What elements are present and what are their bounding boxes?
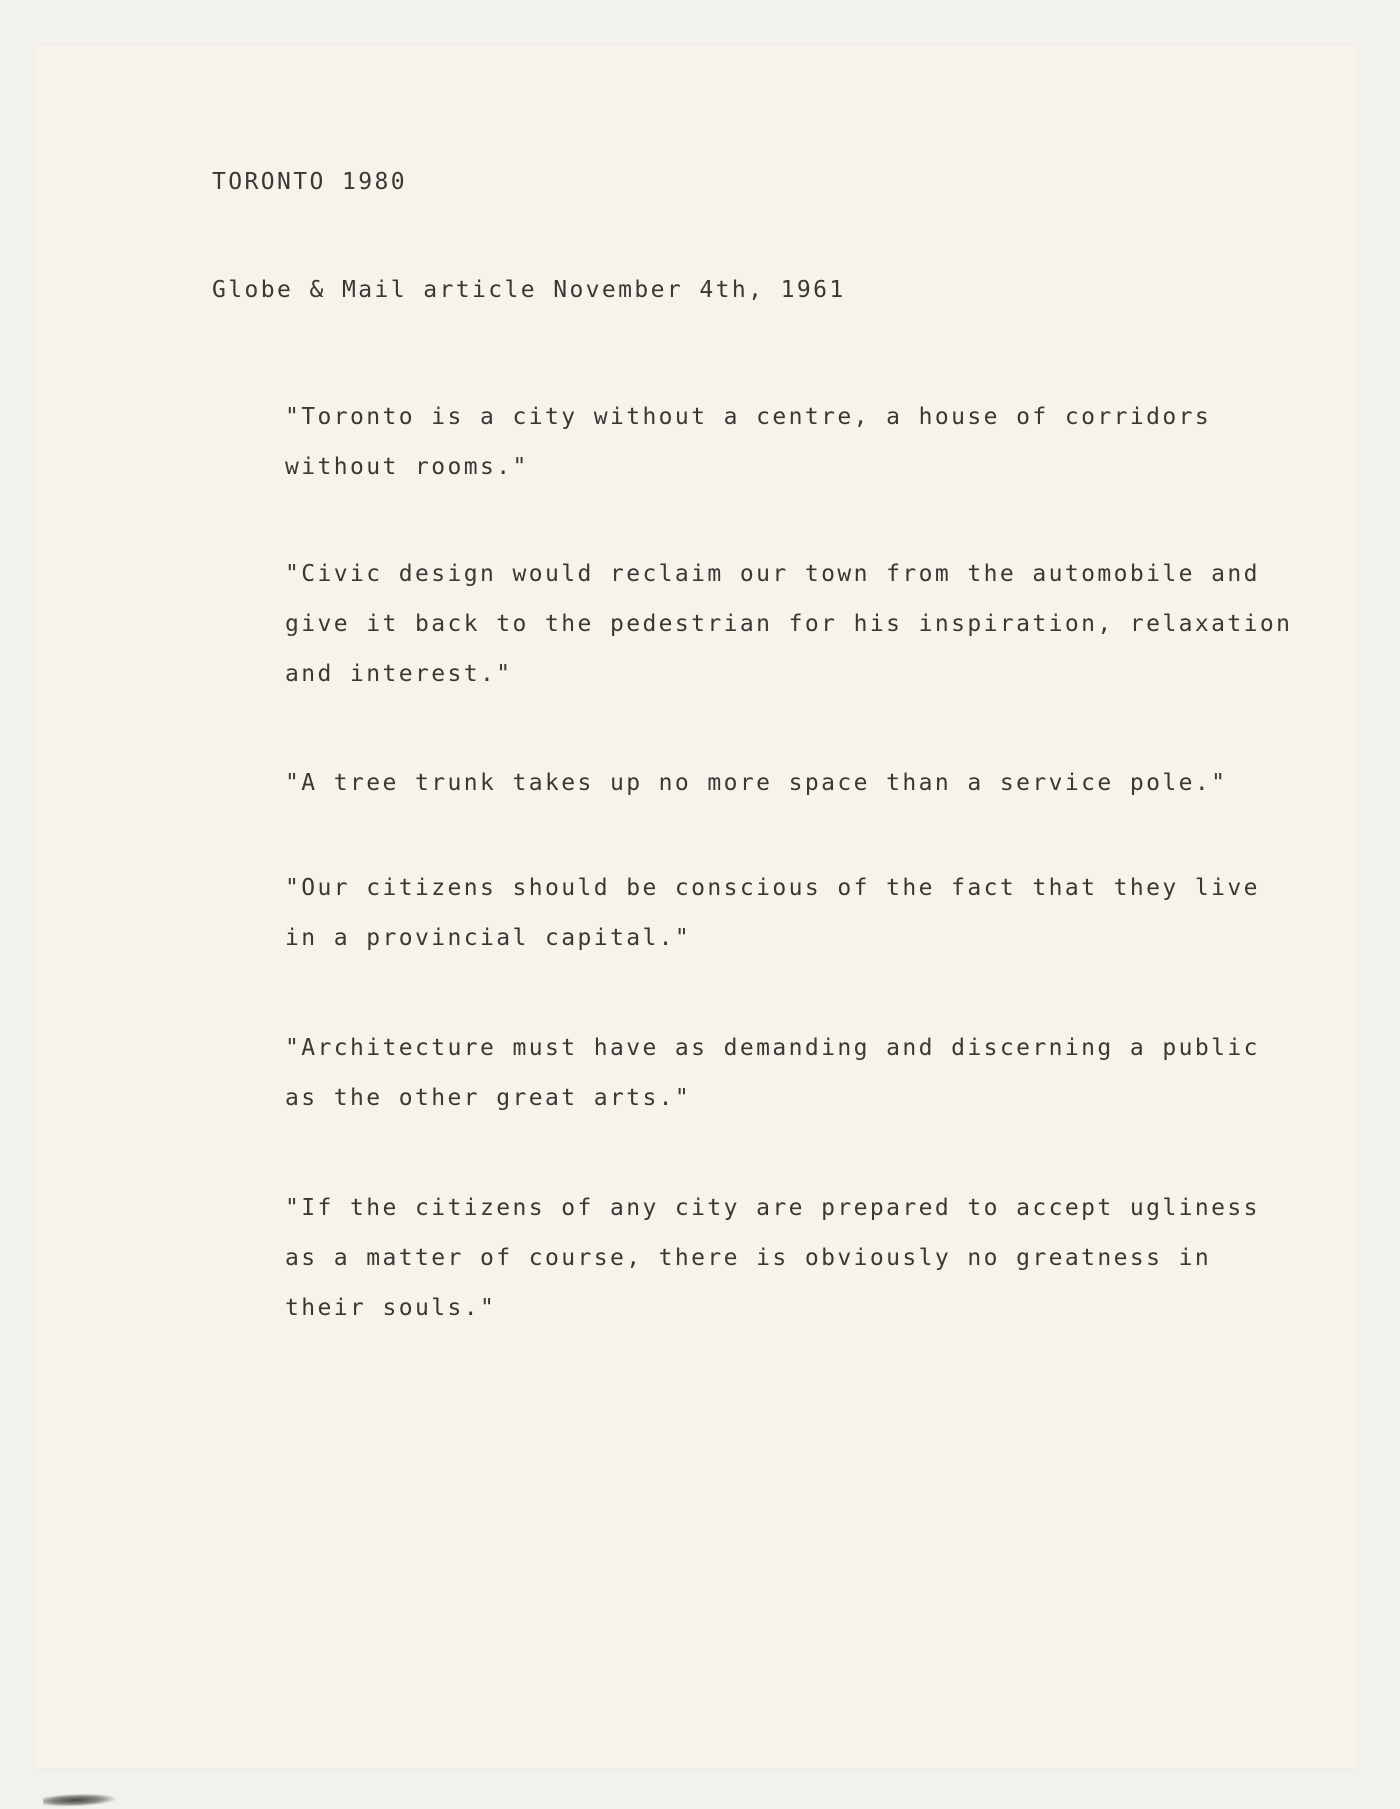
quote-line: as the other great arts." bbox=[285, 1085, 692, 1111]
quote-line: "Our citizens should be conscious of the fact that they live bbox=[285, 875, 1260, 901]
quote-line: give it back to the pedestrian for his inspiration, relaxation bbox=[285, 611, 1293, 637]
paper-sheet bbox=[35, 45, 1357, 1768]
quote-block-5 bbox=[285, 1023, 1260, 1123]
quote-block-2 bbox=[285, 549, 1292, 699]
article-source-line: Globe & Mail article November 4th, 1961 bbox=[212, 277, 846, 303]
quote-line: "Civic design would reclaim our town from the automobile and bbox=[285, 561, 1260, 587]
quote-line: without rooms." bbox=[285, 454, 529, 480]
quote-line: and interest." bbox=[285, 661, 513, 687]
quote-block-3 bbox=[285, 758, 1227, 808]
quote-line: "Architecture must have as demanding and discerning a public bbox=[285, 1035, 1260, 1061]
quote-block-1 bbox=[285, 392, 1211, 492]
quote-line: in a provincial capital." bbox=[285, 925, 692, 951]
quote-block-6 bbox=[285, 1183, 1260, 1333]
quote-line: "Toronto is a city without a centre, a house of corridors bbox=[285, 404, 1212, 430]
quote-block-4 bbox=[285, 863, 1260, 963]
quote-line: "A tree trunk takes up no more space than a service pole." bbox=[285, 770, 1228, 796]
quote-line: as a matter of course, there is obviously no greatness in bbox=[285, 1245, 1212, 1271]
ink-smudge-mark bbox=[43, 1793, 115, 1808]
quote-line: their souls." bbox=[285, 1295, 497, 1321]
document-heading: TORONTO 1980 bbox=[212, 169, 407, 195]
quote-line: "If the citizens of any city are prepared to accept ugliness bbox=[285, 1195, 1260, 1221]
